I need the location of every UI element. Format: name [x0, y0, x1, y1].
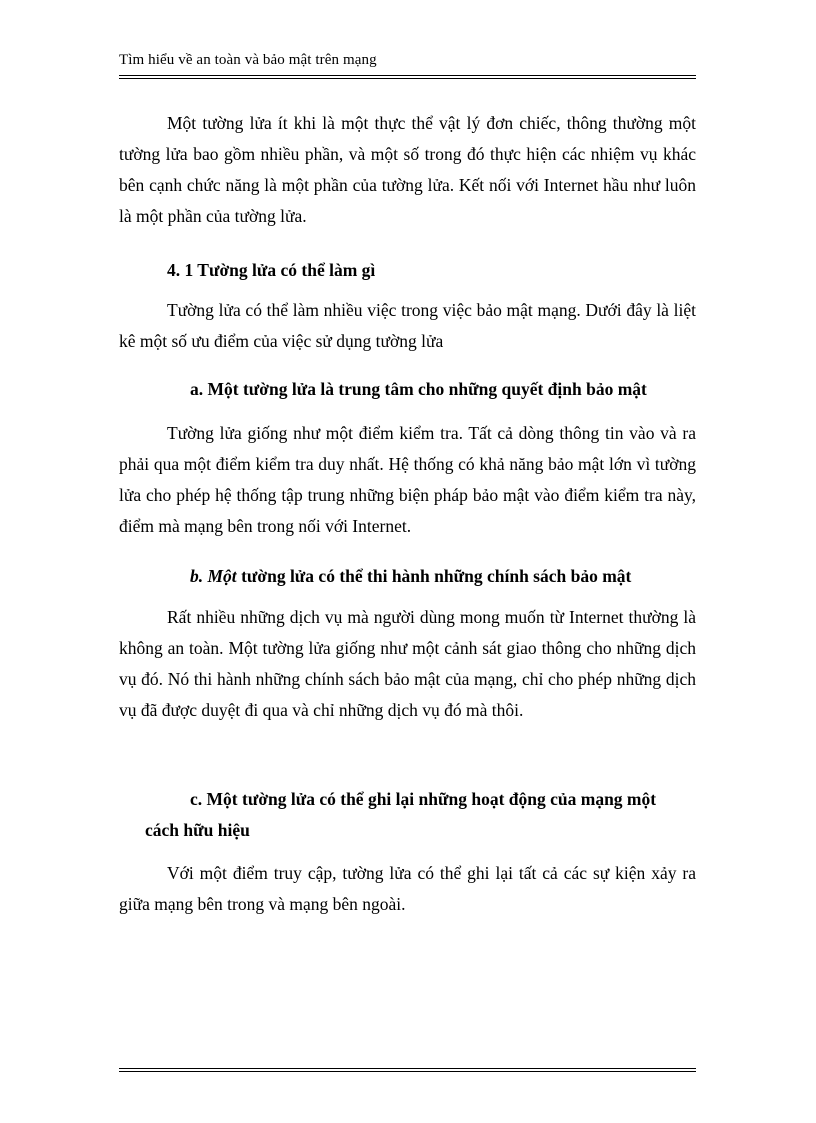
- subheading-c-line2: cách hữu hiệu: [145, 820, 250, 840]
- subheading-c: [145, 784, 705, 846]
- subheading-c-line1: c. Một tường lửa có thể ghi lại những hoạt động của mạng một: [190, 789, 657, 809]
- paragraph-checkpoint: [119, 418, 696, 542]
- subheading-b-rest: tường lửa có thể thi hành những chính sách bảo mật: [236, 566, 632, 586]
- subheading-a: a. Một tường lửa là trung tâm cho những quyết định bảo mật: [190, 379, 647, 399]
- paragraph-firewall-capabilities: [119, 295, 696, 357]
- paragraph-firewall-components: [119, 108, 696, 232]
- paragraph-logging: [119, 858, 696, 920]
- paragraph-text: Rất nhiều những dịch vụ mà người dùng mong muốn từ Internet thường là không an toàn. Một tường lửa giống như một cảnh sát giao thông cho những dịch vụ đó. Nó thi hành những chính sách bảo mật của mạng, chỉ cho phép những dịch vụ đã được duyệt đi qua và chỉ những dịch vụ đó mà thôi.: [119, 607, 696, 720]
- section-heading-4-1: 4. 1 Tường lửa có thể làm gì: [167, 260, 376, 280]
- running-header: Tìm hiểu về an toàn và bảo mật trên mạng: [119, 52, 377, 68]
- paragraph-text: Tường lửa có thể làm nhiều việc trong việc bảo mật mạng. Dưới đây là liệt kê một số ưu điểm của việc sử dụng tường lửa: [119, 300, 696, 351]
- paragraph-text: Một tường lửa ít khi là một thực thể vật lý đơn chiếc, thông thường một tường lửa bao gồm nhiều phần, và một số trong đó thực hiện các nhiệm vụ khác bên cạnh chức năng là một phần của tường lửa. Kết nối với Internet hầu như luôn là một phần của tường lửa.: [119, 113, 696, 226]
- paragraph-security-policy: [119, 602, 696, 726]
- subheading-b-lead: b. Một: [190, 566, 237, 586]
- header-rule: [119, 75, 696, 79]
- footer-rule: [119, 1068, 696, 1072]
- paragraph-text: Tường lửa giống như một điểm kiểm tra. Tất cả dòng thông tin vào và ra phải qua một điểm kiểm tra duy nhất. Hệ thống có khả năng bảo mật lớn vì tường lửa cho phép hệ thống tập trung những biện pháp bảo mật vào điểm kiểm tra này, điểm mà mạng bên trong nối với Internet.: [119, 423, 696, 536]
- subheading-b: [190, 561, 631, 592]
- paragraph-text: Với một điểm truy cập, tường lửa có thể ghi lại tất cả các sự kiện xảy ra giữa mạng bên trong và mạng bên ngoài.: [119, 863, 696, 914]
